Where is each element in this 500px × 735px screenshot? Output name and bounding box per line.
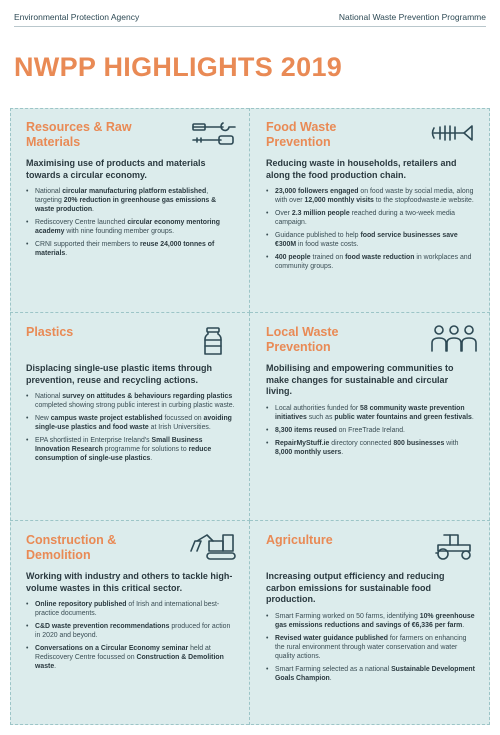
section-title: Food Waste Prevention bbox=[266, 120, 337, 149]
highlights-grid bbox=[10, 108, 490, 725]
bullet-item: • Smart Farming worked on 50 farms, identifying 10% greenhouse gas emissions reductions and savings of €6,336 per farm. bbox=[266, 612, 476, 630]
page-header bbox=[14, 12, 486, 22]
page-title: NWPP HIGHLIGHTS 2019 bbox=[14, 52, 343, 82]
bullet-item: • Conversations on a Circular Economy seminar held at Rediscovery Centre focussed on Construction & Demolition waste. bbox=[26, 644, 235, 671]
bullet-item: • Revised water guidance published for farmers on enhancing the rural environment through water conservation and water quality actions. bbox=[266, 634, 476, 661]
community-icon bbox=[430, 323, 478, 353]
bullet-item: • Local authorities funded for 58 community waste prevention initiatives such as public water fountains and green festivals. bbox=[266, 404, 476, 422]
bullet-list bbox=[266, 404, 476, 457]
excavator-icon bbox=[189, 531, 237, 561]
bullet-item: • 8,300 items reused on FreeTrade Ireland. bbox=[266, 426, 476, 435]
section-intro: Reducing waste in households, retailers and along the food production chain. bbox=[266, 158, 457, 180]
bullet-item: • Online repository published of Irish and international best-practice documents. bbox=[26, 600, 235, 618]
bullet-item: • National circular manufacturing platform established, targeting 20% reduction in greenhouse gas emissions & waste production. bbox=[26, 187, 235, 214]
bullet-item: • Guidance published to help food service businesses save €300M in food waste costs. bbox=[266, 231, 476, 249]
section-food-waste bbox=[250, 108, 490, 313]
programme-name: National Waste Prevention Programme bbox=[338, 12, 486, 22]
header-divider bbox=[14, 26, 486, 27]
bottle-icon bbox=[189, 323, 237, 359]
section-intro: Maximising use of products and materials towards a circular economy. bbox=[26, 158, 206, 180]
bullet-list bbox=[266, 187, 476, 271]
bullet-item: • Smart Farming selected as a national Sustainable Development Goals Champion. bbox=[266, 665, 476, 683]
section-title: Plastics bbox=[26, 325, 74, 339]
agency-name: Environmental Protection Agency bbox=[14, 12, 140, 22]
bullet-item: • CRNI supported their members to reuse 24,000 tonnes of materials. bbox=[26, 240, 235, 258]
section-title: Agriculture bbox=[266, 533, 333, 547]
section-title: Local Waste Prevention bbox=[266, 325, 339, 354]
section-title: Resources & Raw Materials bbox=[26, 120, 132, 149]
section-agriculture bbox=[250, 521, 490, 725]
bullet-item: • 400 people trained on food waste reduction in workplaces and community groups. bbox=[266, 253, 476, 271]
bullet-item: • C&D waste prevention recommendations produced for action in 2020 and beyond. bbox=[26, 622, 235, 640]
section-local-waste bbox=[250, 313, 490, 521]
section-intro: Displacing single-use plastic items through prevention, reuse and recycling actions. bbox=[26, 363, 213, 385]
section-intro: Mobilising and empowering communities to make changes for sustainable and circular living. bbox=[266, 363, 454, 396]
section-plastics bbox=[10, 313, 250, 521]
tools-icon bbox=[189, 118, 237, 148]
bullet-list bbox=[26, 392, 235, 463]
bullet-item: • RepairMyStuff.ie directory connected 800 businesses with 8,000 monthly users. bbox=[266, 439, 476, 457]
bullet-item: • Rediscovery Centre launched circular economy mentoring academy with nine founding member groups. bbox=[26, 218, 235, 236]
bullet-item: • 23,000 followers engaged on food waste by social media, along with over 12,000 monthly visits to the stopfoodwaste.ie website. bbox=[266, 187, 476, 205]
bullet-item: • National survey on attitudes & behaviours regarding plastics completed showing strong public interest in curbing plastic waste. bbox=[26, 392, 235, 410]
section-title: Construction & Demolition bbox=[26, 533, 117, 562]
bullet-list bbox=[266, 612, 476, 683]
section-intro: Increasing output efficiency and reducing carbon emissions for sustainable food production. bbox=[266, 571, 445, 604]
bullet-item: • Over 2.3 million people reached during a two-week media campaign. bbox=[266, 209, 476, 227]
bullet-item: • EPA shortlisted in Enterprise Ireland's Small Business Innovation Research programme for solutions to reduce consumption of single-use plastics. bbox=[26, 436, 235, 463]
fish-bone-icon bbox=[430, 118, 478, 148]
bullet-list bbox=[26, 600, 235, 671]
section-intro: Working with industry and others to tackle high-volume wastes in this critical sector. bbox=[26, 571, 233, 593]
tractor-icon bbox=[430, 531, 478, 561]
bullet-list bbox=[26, 187, 235, 258]
bullet-item: • New campus waste project established focussed on avoiding single-use plastics and food waste at Irish Universities. bbox=[26, 414, 235, 432]
section-construction bbox=[10, 521, 250, 725]
section-resources bbox=[10, 108, 250, 313]
